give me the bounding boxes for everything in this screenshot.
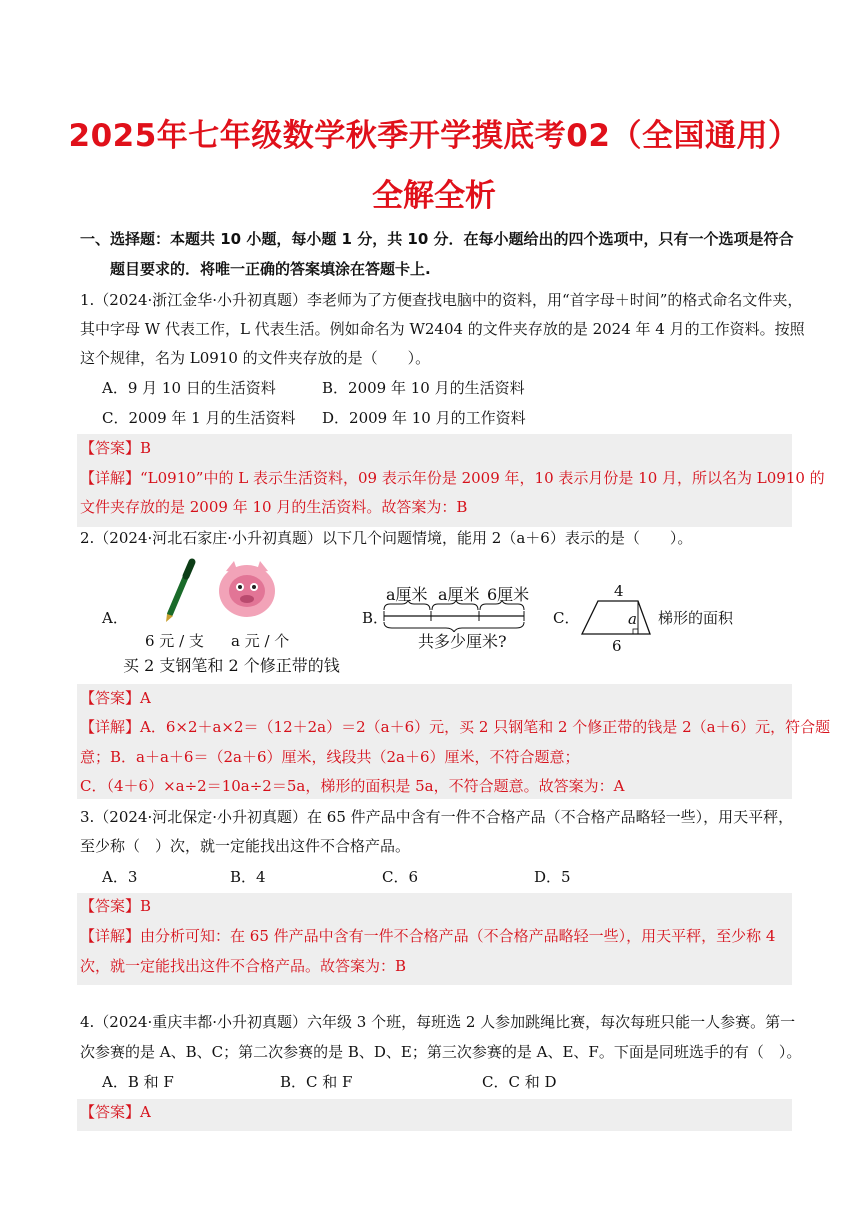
q4-option-a: A．B 和 F — [102, 1073, 174, 1091]
segment-label-2: a厘米 — [438, 585, 480, 604]
q2-detail-line1: 【详解】A．6×2＋a×2＝（12＋2a）＝2（a＋6）元，买 2 只钢笔和 2 个修正带的钱是 2（a＋6）元，符合题 — [80, 718, 831, 736]
q2-detail-line2: 意；B．a＋a＋6＝（2a＋6）厘米，线段共（2a＋6）厘米，不符合题意； — [80, 748, 580, 766]
q4-line1: 4.（2024·重庆丰都·小升初真题）六年级 3 个班，每班选 2 人参加跳绳比赛，每次每班只能一人参赛。第一 — [80, 1013, 796, 1031]
q3-line2: 至少称（ ）次，就一定能找出这件不合格产品。 — [80, 837, 411, 855]
q4-answer-box — [77, 1099, 792, 1131]
q3-option-b: B．4 — [230, 868, 266, 886]
q3-option-c: C．6 — [382, 868, 419, 886]
q2-detail-line3: C．（4＋6）×a÷2＝10a÷2＝5a，梯形的面积是 5a，不符合题意。故答案为：A — [80, 777, 625, 795]
segment-label-1: a厘米 — [386, 585, 428, 604]
q1-answer: 【答案】B — [80, 439, 152, 457]
q3-answer: 【答案】B — [80, 897, 152, 915]
q1-line2: 其中字母 W 代表工作，L 代表生活。例如命名为 W2404 的文件夹存放的是 2024 年 4 月的工作资料。按照 — [80, 320, 805, 338]
pen-image — [150, 556, 210, 624]
q2-option-b-label: B． — [362, 609, 389, 627]
trapezoid-caption: 梯形的面积 — [658, 609, 734, 627]
q1-detail-line2: 文件夹存放的是 2009 年 10 月的生活资料。故答案为：B — [80, 498, 468, 516]
segment-diagram — [382, 600, 532, 632]
q3-line1: 3.（2024·河北保定·小升初真题）在 65 件产品中含有一件不合格产品（不合格产品略轻一些），用天平秤， — [80, 808, 794, 826]
trapezoid-bottom-length: 6 — [612, 637, 622, 655]
correction-tape-image — [214, 559, 280, 621]
q3-detail-line1: 【详解】由分析可知：在 65 件产品中含有一件不合格产品（不合格产品略轻一些），用天平秤，至少称 4 — [80, 927, 776, 945]
q1-option-b: B．2009 年 10 月的生活资料 — [322, 379, 525, 397]
trapezoid-height-label: a — [628, 610, 637, 628]
q2-option-a-caption: 买 2 支钢笔和 2 个修正带的钱 — [123, 656, 340, 675]
section-header-line1: 一、选择题：本题共 10 小题，每小题 1 分，共 10 分．在每小题给出的四个选项中，只有一个选项是符合 — [80, 230, 794, 248]
q2-answer: 【答案】A — [80, 689, 151, 707]
document-subtitle: 全解全析 — [372, 178, 496, 214]
q3-option-d: D．5 — [534, 868, 571, 886]
q1-detail-line1: 【详解】“L0910”中的 L 表示生活资料，09 表示年份是 2009 年，10 表示月份是 10 月，所以名为 L0910 的 — [80, 469, 825, 487]
segment-label-3: 6厘米 — [487, 585, 530, 604]
q3-option-a: A．3 — [102, 868, 138, 886]
tape-price: a 元 / 个 — [231, 632, 290, 650]
document-title: 2025年七年级数学秋季开学摸底考02（全国通用） — [68, 118, 800, 154]
q1-line3: 这个规律，名为 L0910 的文件夹存放的是（ ）。 — [80, 349, 431, 367]
q1-option-a: A．9 月 10 日的生活资料 — [102, 379, 276, 397]
q1-option-d: D．2009 年 10 月的工作资料 — [322, 409, 526, 427]
section-header-line2: 题目要求的．将唯一正确的答案填涂在答题卡上. — [110, 260, 431, 278]
segment-total-label: 共多少厘米? — [418, 632, 507, 651]
q2-line1: 2.（2024·河北石家庄·小升初真题）以下几个问题情境，能用 2（a＋6）表示的是（ ）。 — [80, 529, 693, 547]
q4-answer: 【答案】A — [80, 1103, 151, 1121]
q3-detail-line2: 次，就一定能找出这件不合格产品。故答案为：B — [80, 957, 407, 975]
trapezoid-diagram — [578, 598, 654, 638]
q4-option-c: C．C 和 D — [482, 1073, 557, 1091]
pen-price: 6 元 / 支 — [145, 632, 204, 650]
q1-option-c: C．2009 年 1 月的生活资料 — [102, 409, 296, 427]
q4-line2: 次参赛的是 A、B、C；第二次参赛的是 B、D、E；第三次参赛的是 A、E、F。下面是同班选手的有（ ）。 — [80, 1043, 802, 1061]
q2-option-c-label: C． — [553, 609, 580, 627]
trapezoid-top-length: 4 — [614, 582, 624, 600]
q2-option-a-label: A． — [102, 609, 128, 627]
q1-line1: 1.（2024·浙江金华·小升初真题）李老师为了方便查找电脑中的资料，用“首字母＋时间”的格式命名文件夹， — [80, 291, 803, 309]
q4-option-b: B．C 和 F — [280, 1073, 353, 1091]
